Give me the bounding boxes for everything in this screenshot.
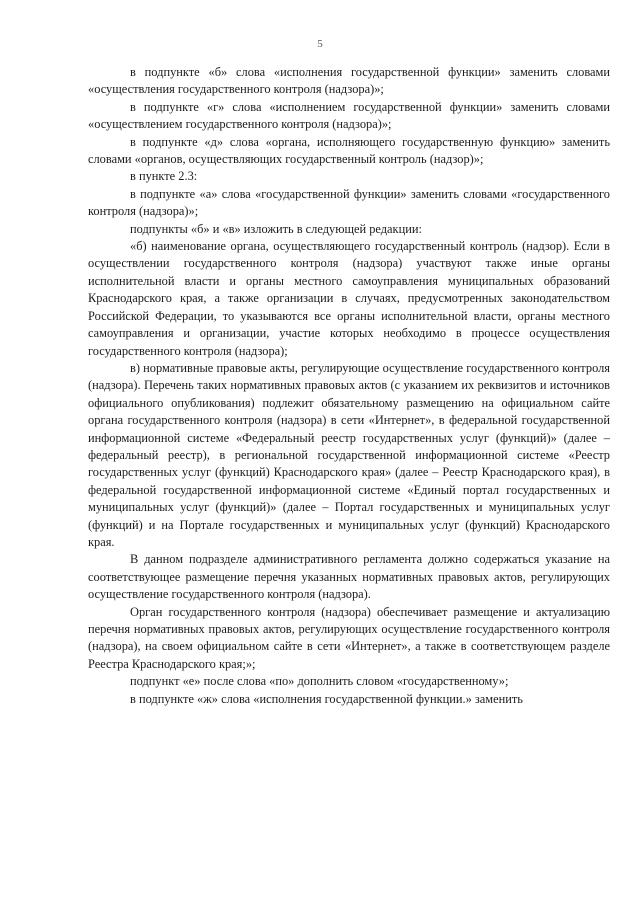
paragraph-4: в пункте 2.3: [130, 169, 198, 184]
paragraph-2: в подпункте «г» слова «исполнением государственной функции» заменить словами «осуществлением государственного контроля (надзора)»; [88, 99, 610, 132]
paragraph-1: в подпункте «б» слова «исполнения государственной функции» заменить словами «осуществления государственного контроля (надзора)»; [88, 65, 610, 97]
paragraph-9: В данном подразделе административного регламента должно содержаться указание на соответствующее размещение перечня указанных нормативных правовых актов, регулирующих осуществление государственного контроля (надзора). [88, 552, 610, 602]
document-body [88, 64, 610, 708]
paragraph-8: в) нормативные правовые акты, регулирующие осуществление государственного контроля (надзора). Перечень таких нормативных правовых актов (с указанием их реквизитов и источников официального опубликования) подлежит обязательному размещению на официальном сайте органа государственного контроля (надзора) в сети «Интернет», в федеральной государственной информационной системе «Федеральный реестр государственных услуг (функций)» (далее – федеральный реестр), в региональной государственной информационной системе «Реестр государственных услуг (функций) Краснодарского края» (далее – Реестр Краснодарского края), в федеральной государственной информационной системе «Единый портал государственных и муниципальных услуг (функций)» (далее – Портал государственных и муниципальных услуг (функций) и на Портале государственных и муниципальных услуг (функций) Краснодарского края. [88, 360, 610, 549]
paragraph-11: подпункт «е» после слова «по» дополнить словом «государственному»; [130, 674, 509, 689]
paragraph-6: подпункты «б» и «в» изложить в следующей редакции: [130, 221, 422, 236]
paragraph-12: в подпункте «ж» слова «исполнения государственной функции.» заменить [130, 691, 523, 706]
paragraph-10: Орган государственного контроля (надзора) обеспечивает размещение и актуализацию перечня нормативных правовых актов, регулирующих осуществление государственного контроля (надзора), на своем официальном сайте в сети «Интернет», а также в соответствующем разделе Реестра Краснодарского края;»; [88, 604, 610, 671]
paragraph-5: в подпункте «а» слова «государственной функции» заменить словами «государственного контроля (надзора)»; [88, 186, 610, 219]
paragraph-3: в подпункте «д» слова «органа, исполняющего государственную функцию» заменить словами «органов, осуществляющих государственный контроль (надзор)»; [88, 134, 610, 167]
page-number: 5 [317, 38, 323, 50]
paragraph-7: «б) наименование органа, осуществляющего государственный контроль (надзор). Если в осуществлении государственного контроля (надзора) участвуют также иные органы исполнительной власти и органы местного самоуправления муниципальных образований Краснодарского края, а также организации в случаях, предусмотренных законодательством Российской Федерации, то указываются все органы исполнительной власти, органы местного самоуправления и организации, участие которых необходимо в процессе осуществления государственного контроля (надзора); [88, 239, 610, 358]
